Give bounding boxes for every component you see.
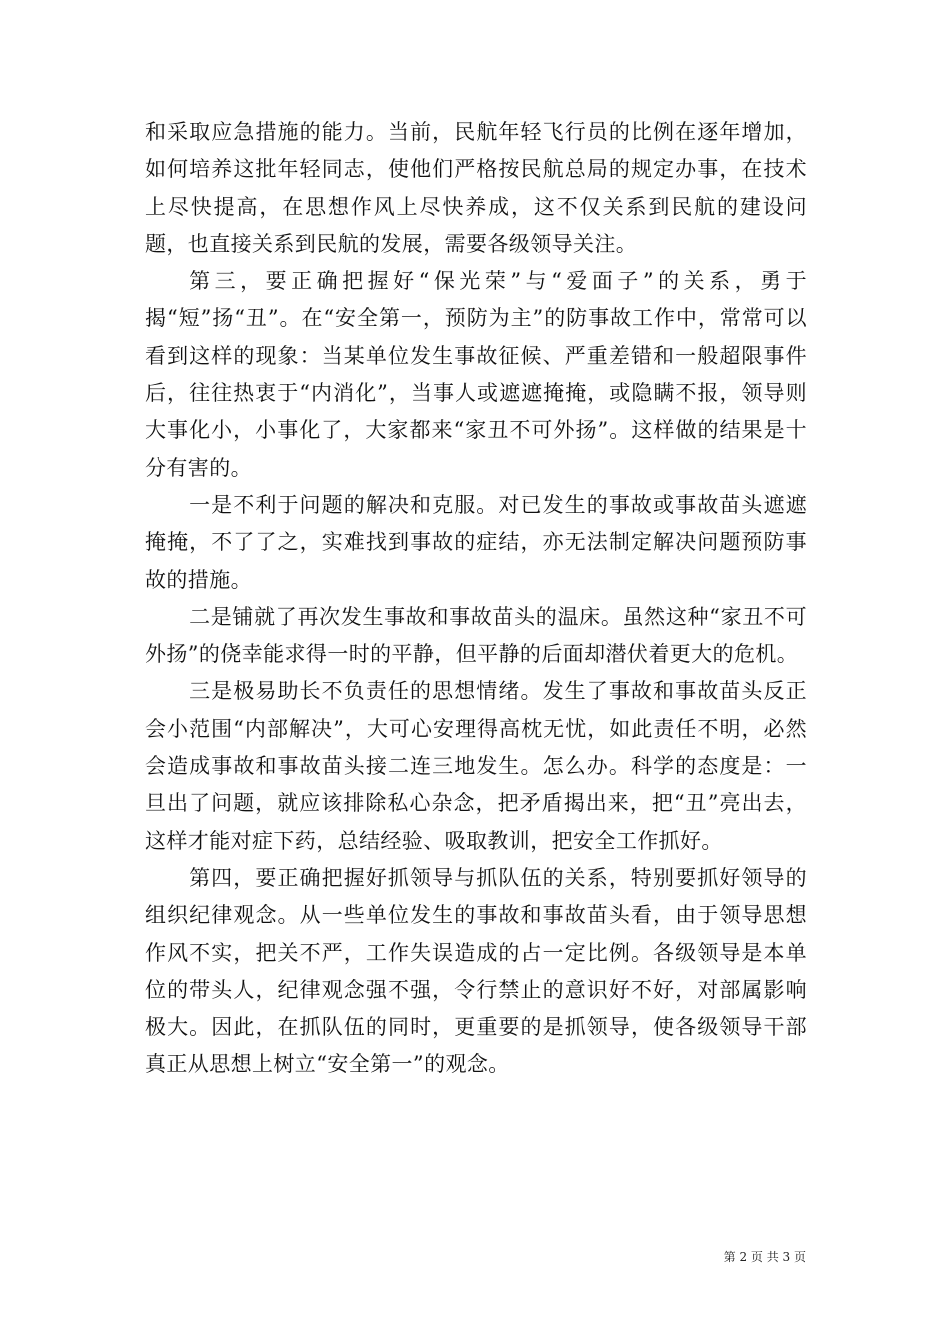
text-line: 和采取应急措施的能力。当前，民航年轻飞行员的比例在逐年增加， bbox=[145, 120, 807, 144]
paragraph-1 bbox=[145, 114, 807, 263]
text-line: 这样做的结果是十分有害的。 bbox=[145, 418, 808, 480]
text-line: 第三，要正确把握好“保光荣”与“爱面子”的关系，勇于揭 bbox=[145, 269, 807, 331]
text-line: 的组织纪律观念。从一些单位发生的事故和事故苗头看，由于领导 bbox=[145, 865, 807, 928]
text-line: 一是不利于问题的解决和克服。对已发生的事故或事故苗头遮 bbox=[189, 492, 786, 517]
paragraph-3 bbox=[145, 487, 807, 599]
text-line: 问题，也直接关系到民航的发展，需要各级领导关注。 bbox=[145, 194, 807, 256]
paragraph-2 bbox=[145, 263, 807, 487]
text-line: 不报，领导则大事化小，小事化了，大家都来“家丑不可外扬”。 bbox=[145, 381, 807, 443]
paragraph-4 bbox=[145, 599, 807, 674]
text-line: 思想作风不实，把关不严，工作失误造成的占一定比例。各级领导 bbox=[145, 903, 807, 965]
text-line: 的危机。 bbox=[712, 642, 799, 667]
text-line: 术上尽快提高，在思想作风上尽快养成，这不仅关系到民航的建设 bbox=[145, 157, 807, 219]
text-line: 是本单位的带头人，纪律观念强不强，令行禁止的意识好不好，对 bbox=[145, 940, 807, 1002]
text-line: 三是极易助长不负责任的思想情绪。发生了事故和事故苗头反 bbox=[189, 679, 786, 704]
text-line: 级领导干部真正从思想上树立“安全第一”的观念。 bbox=[145, 1015, 808, 1077]
text-line: 如何培养这批年轻同志，使他们严格按民航总局的规定办事，在技 bbox=[145, 157, 786, 182]
paragraph-6 bbox=[145, 860, 807, 1084]
text-line: 是：一旦出了问题，就应该排除私心杂念，把矛盾揭出来，把 bbox=[145, 754, 807, 816]
text-line: 超限事件后，往往热衷于“内消化”，当事人或遮遮掩掩，或隐瞒 bbox=[145, 343, 807, 406]
text-line: 防事故的措施。 bbox=[145, 530, 807, 592]
text-line: 正会小范围“内部解决”，大可心安理得高枕无忧，如此责任不明， bbox=[145, 679, 807, 741]
text-line: 遮掩掩，不了了之，实难找到事故的症结，亦无法制定解决问题预 bbox=[145, 492, 807, 555]
text-line: “短”扬“丑”。在“安全第一，预防为主”的防事故工作中，常 bbox=[166, 306, 742, 331]
document-body bbox=[145, 114, 807, 1084]
text-line: 必然会造成事故和事故苗头接二连三地发生。怎么办。科学的态度 bbox=[145, 716, 807, 779]
text-line: 工作抓好。 bbox=[615, 828, 723, 853]
text-line: 二是铺就了再次发生事故和事故苗头的温床。虽然这种“家丑 bbox=[189, 604, 764, 629]
paragraph-5 bbox=[145, 673, 807, 859]
text-line: 常可以看到这样的现象：当某单位发生事故征候、严重差错和一般 bbox=[145, 306, 808, 368]
page-number-footer: 第 2 页 共 3 页 bbox=[723, 1250, 806, 1264]
text-line: 第四，要正确把握好抓领导与抓队伍的关系，特别要抓好领导 bbox=[189, 865, 786, 890]
text-line: 不可外扬”的侥幸能求得一时的平静，但平静的后面却潜伏着更大 bbox=[145, 604, 807, 667]
text-line: 部属影响极大。因此，在抓队伍的同时，更重要的是抓领导，使各 bbox=[145, 977, 807, 1040]
text-line: “丑”亮出去，这样才能对症下药，总结经验、吸取教训，把安全 bbox=[145, 791, 807, 853]
